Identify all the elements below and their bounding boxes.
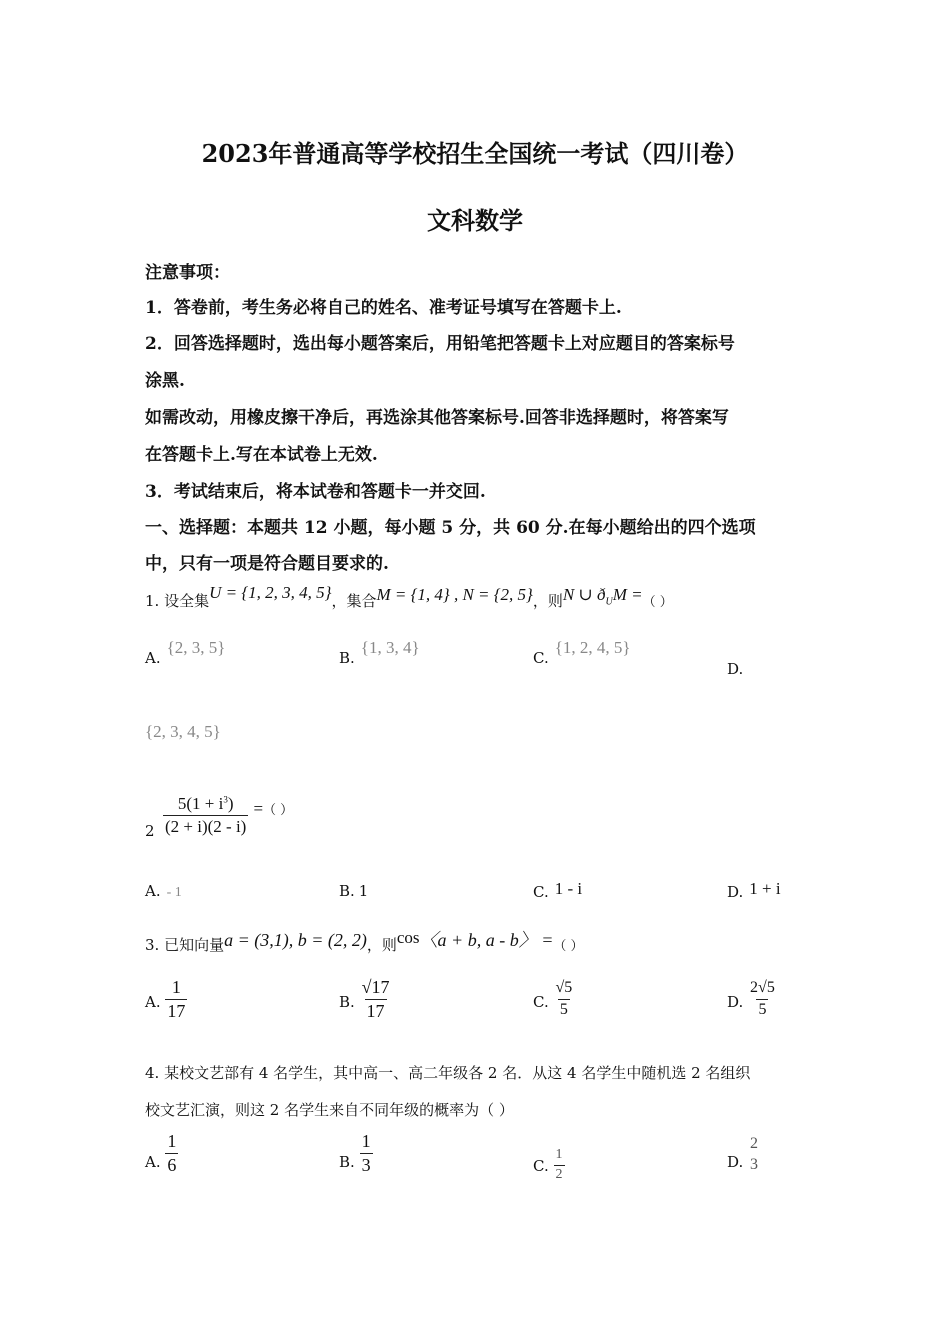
q2-prefix: 2	[145, 822, 155, 840]
q1-answer-paren: （ ）	[642, 595, 673, 610]
q3-option-a[interactable]: A. $\frac{1}{17}$	[145, 977, 186, 1021]
q3-option-c[interactable]: C. $\frac{√5}{5}$	[533, 979, 573, 1018]
notice-line-3a: 如需改动，用橡皮擦干净后，再选涂其他答案标号.回答非选择题时，将答案写	[145, 408, 729, 428]
q4-option-c[interactable]: C. $\frac{1}{2}$	[533, 1147, 563, 1182]
q2-numerator: 5(1 + i	[177, 794, 224, 813]
q1-expression: N ∪ $ð_UM$ =	[562, 585, 643, 608]
q3-prefix: 3. 已知向量	[145, 936, 225, 954]
q3-then: ，则	[366, 936, 397, 954]
q2-option-d[interactable]: D. 1 + i	[727, 879, 781, 901]
q4-option-b[interactable]: B. $\frac{1}{3}$	[339, 1131, 371, 1175]
q4-option-d[interactable]: D. 2 3	[727, 1135, 759, 1173]
q2-option-a[interactable]: A. - 1	[145, 882, 182, 900]
q3-option-b[interactable]: B. $\frac{√17}{17}$	[339, 977, 390, 1021]
section-line-2: 中，只有一项是符合题目要求的.	[145, 554, 389, 574]
q4-line-2: 校文艺汇演，则这 2 名学生来自不同年级的概率为（ ）	[145, 1101, 514, 1119]
q1-option-d-value: {2, 3, 4, 5}	[145, 722, 221, 741]
q1-option-d-letter[interactable]: D.	[727, 660, 744, 678]
q3-option-d[interactable]: D. $\frac{2√5}{5}$	[727, 979, 775, 1018]
notice-heading: 注意事项：	[145, 263, 230, 283]
q1-prefix: 1. 设全集	[145, 592, 210, 610]
q3-angle: 〈a + b, a - b〉 =	[419, 930, 554, 950]
q2-fraction: $\frac{5(1 + i^3)}{(2 + i)(2 - i)}$ =（ ）	[165, 794, 294, 836]
q1-sets: M = {1, 4} , N = {2, 5}	[376, 585, 533, 604]
section-line-1: 一、选择题：本题共 12 小题，每小题 5 分，共 60 分.在每小题给出的四个选项	[145, 518, 756, 538]
q2-equals: =	[253, 798, 264, 818]
q1-universal-set: U = {1, 2, 3, 4, 5}	[209, 583, 332, 602]
exam-title: 2023年普通高等学校招生全国统一考试（四川卷）	[201, 139, 749, 168]
q3-answer-paren: （ ）	[553, 939, 584, 954]
q2-option-b[interactable]: B. 1	[339, 882, 369, 900]
notice-line-2a: 2．回答选择题时，选出每小题答案后，用铅笔把答题卡上对应题目的答案标号	[145, 334, 735, 354]
q2-option-c[interactable]: C. 1 - i	[533, 879, 583, 901]
q1-option-a[interactable]: A.{2, 3, 5}	[145, 638, 226, 667]
notice-line-2b: 涂黑.	[145, 371, 185, 391]
q1-then: ，则	[532, 592, 563, 610]
q1-option-b[interactable]: B.{1, 3, 4}	[339, 638, 420, 667]
notice-line-1: 1．答卷前，考生务必将自己的姓名、准考证号填写在答题卡上.	[145, 298, 622, 318]
q1-mid: ，集合	[331, 592, 377, 610]
question-1	[145, 583, 673, 613]
q4-line-1: 4. 某校文艺部有 4 名学生，其中高一、高二年级各 2 名．从这 4 名学生中随机选 2 名组织	[145, 1064, 751, 1082]
notice-line-4: 3．考试结束后，将本试卷和答题卡一并交回.	[145, 482, 486, 502]
exam-subtitle: 文科数学	[427, 206, 523, 235]
q2-denominator: (2 + i)(2 - i)	[165, 816, 247, 836]
notice-line-3b: 在答题卡上.写在本试卷上无效.	[145, 445, 378, 465]
q2-answer-paren: （ ）	[263, 802, 294, 818]
q4-option-a[interactable]: A. $\frac{1}{6}$	[145, 1131, 177, 1175]
q1-option-c[interactable]: C.{1, 2, 4, 5}	[533, 638, 631, 667]
question-3	[145, 930, 584, 956]
q3-vectors: a = (3,1), b = (2, 2)	[224, 930, 367, 950]
q3-cos: cos	[396, 928, 420, 947]
